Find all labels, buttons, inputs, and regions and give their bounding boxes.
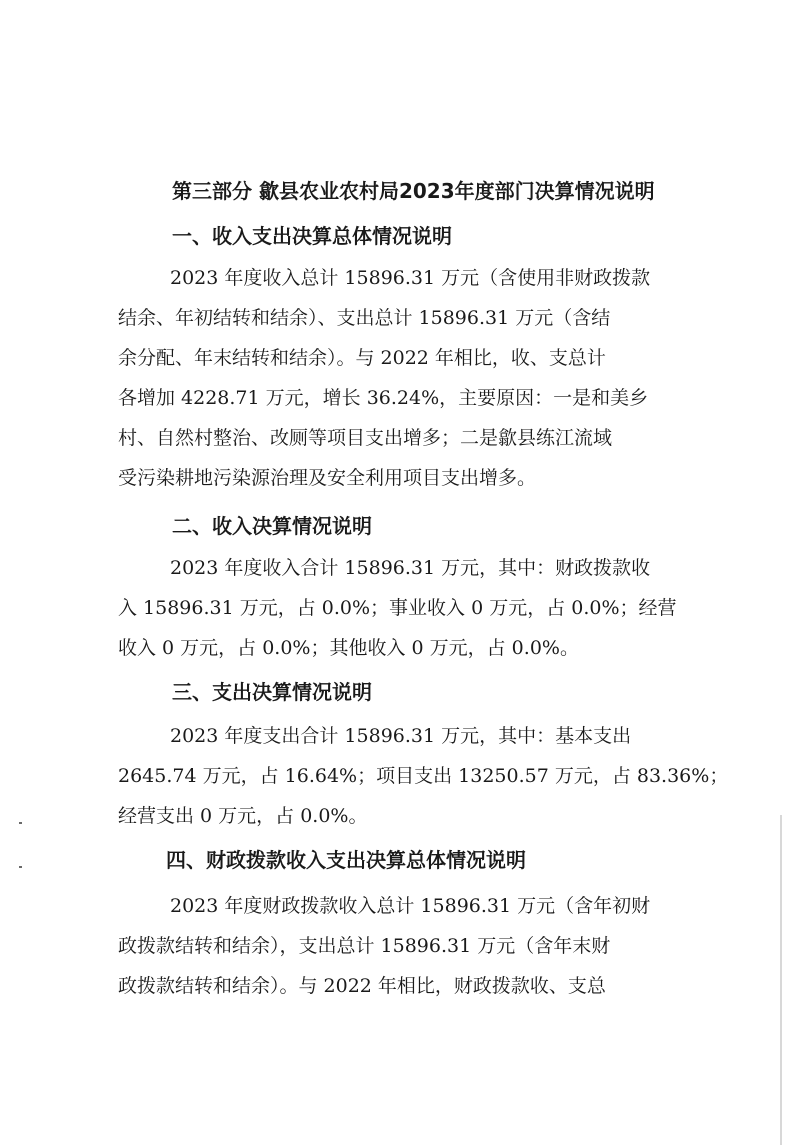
scan-mark [19, 866, 22, 868]
paragraph-line: 各增加 4228.71 万元，增长 36.24%，主要原因：一是和美乡 [118, 387, 649, 409]
page-title: 第三部分 歙县农业农村局2023年度部门决算情况说明 [172, 179, 655, 203]
paragraph-line: 2023 年度财政拨款收入总计 15896.31 万元（含年初财 [170, 895, 651, 917]
paragraph-line: 结余、年初结转和结余）、支出总计 15896.31 万元（含结 [118, 307, 611, 329]
paragraph-line: 2023 年度收入总计 15896.31 万元（含使用非财政拨款 [170, 267, 651, 289]
paragraph-line: 入 15896.31 万元，占 0.0%；事业收入 0 万元，占 0.0%；经营 [118, 597, 677, 619]
section-heading-4: 四、财政拨款收入支出决算总体情况说明 [166, 848, 526, 872]
scan-edge-line [780, 815, 782, 1145]
paragraph-line: 收入 0 万元，占 0.0%；其他收入 0 万元，占 0.0%。 [118, 637, 579, 659]
paragraph-line: 经营支出 0 万元，占 0.0%。 [118, 805, 368, 827]
paragraph-line: 2023 年度支出合计 15896.31 万元，其中：基本支出 [170, 725, 632, 747]
section-2-paragraph [118, 548, 696, 668]
paragraph-line: 2645.74 万元，占 16.64%；项目支出 13250.57 万元，占 83.36%； [118, 765, 729, 787]
section-3-paragraph [118, 716, 729, 836]
section-4-paragraph [118, 886, 696, 1006]
paragraph-line: 政拨款结转和结余），支出总计 15896.31 万元（含年末财 [118, 935, 611, 957]
section-heading-3: 三、支出决算情况说明 [172, 680, 372, 704]
paragraph-line: 2023 年度收入合计 15896.31 万元，其中：财政拨款收 [170, 557, 651, 579]
paragraph-line: 政拨款结转和结余）。与 2022 年相比，财政拨款收、支总 [118, 975, 606, 997]
paragraph-line: 村、自然村整治、改厕等项目支出增多；二是歙县练江流域 [118, 427, 613, 449]
paragraph-line: 受污染耕地污染源治理及安全利用项目支出增多。 [118, 467, 537, 489]
section-1-paragraph [118, 258, 696, 498]
scan-mark [19, 822, 22, 824]
section-heading-1: 一、收入支出决算总体情况说明 [172, 224, 452, 248]
section-heading-2: 二、收入决算情况说明 [172, 514, 372, 538]
paragraph-line: 余分配、年末结转和结余）。与 2022 年相比，收、支总计 [118, 347, 606, 369]
